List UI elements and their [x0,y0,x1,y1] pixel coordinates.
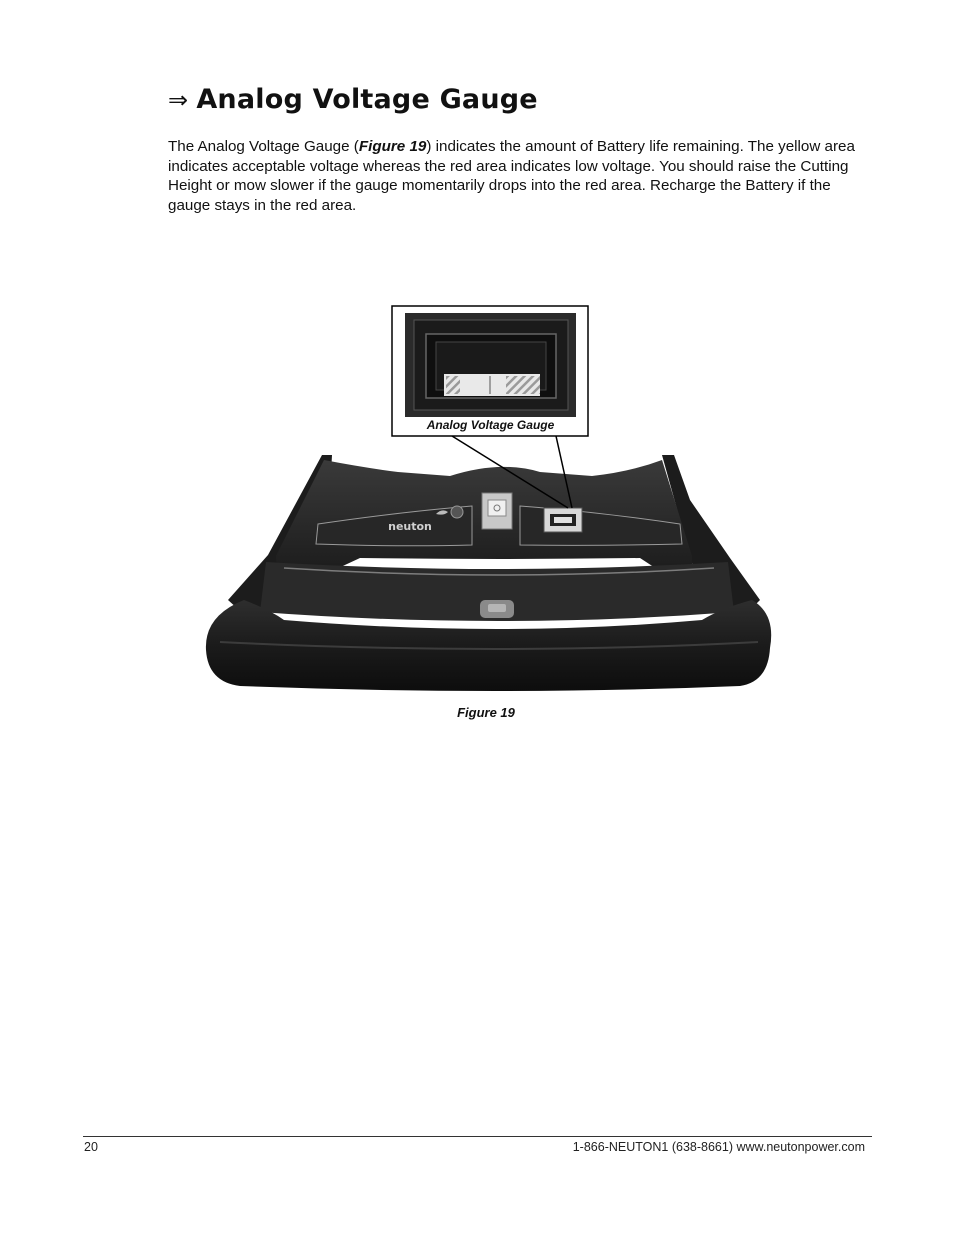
figure-caption: Figure 19 [457,705,515,720]
footer-contact: 1-866-NEUTON1 (638-8661) www.neutonpower.com [572,1140,865,1154]
body-paragraph [168,137,873,215]
figure-reference: Figure 19 [358,138,427,155]
mower-handle-figure [200,300,780,700]
section-heading [168,84,538,115]
paragraph-text-start: The Analog Voltage Gauge ( [168,138,359,155]
section-title: Analog Voltage Gauge [196,84,538,115]
footer-divider [83,1136,872,1137]
callout-label: Analog Voltage Gauge [426,418,555,432]
mower-handle [206,455,771,691]
brand-logo: neuton [388,520,432,533]
implies-arrow-icon: ⇒ [168,86,189,114]
key-switch-icon [451,506,463,518]
paragraph-text-rest: ) indicates the amount of Battery life remaining. The yellow area indicates acceptable voltage whereas the red area indicates low voltage. You should raise the Cutting Height or mow slower if the gauge momentarily drops into the red area. Recharge the Battery if the gauge stays in the red area. [168,138,855,214]
page-number: 20 [84,1140,98,1154]
